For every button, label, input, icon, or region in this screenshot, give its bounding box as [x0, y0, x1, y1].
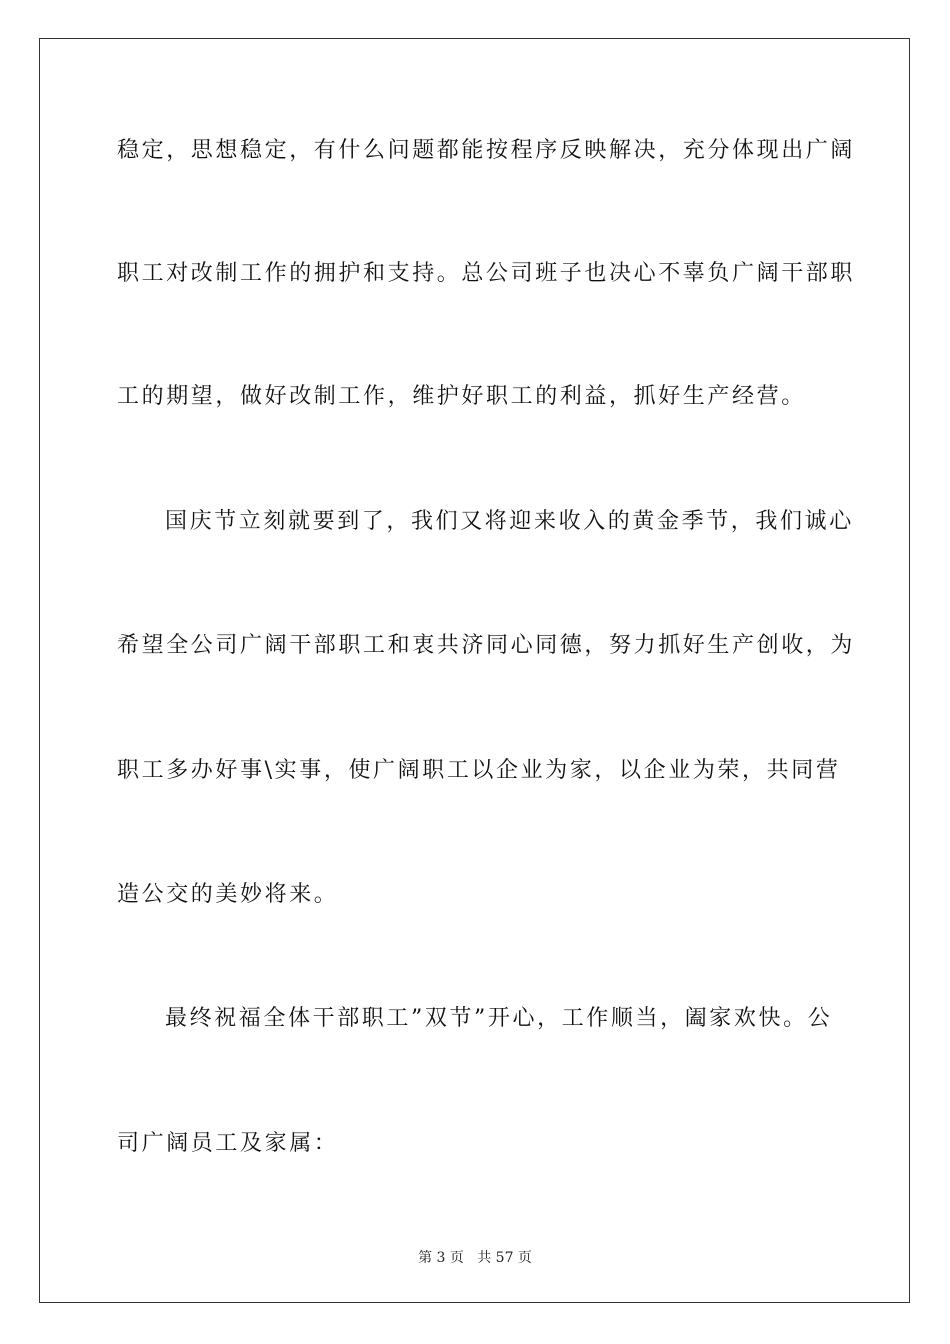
- text-line-2: 职工对改制工作的拥护和支持。总公司班子也决心不辜负广阔干部职: [117, 261, 856, 286]
- text-line-3: 工的期望，做好改制工作，维护好职工的利益，抓好生产经营。: [117, 384, 806, 409]
- page-border: [39, 38, 910, 1303]
- text-line-6: 职工多办好事\实事，使广阔职工以企业为家，以企业为荣，共同营: [117, 758, 841, 783]
- text-line-4: 国庆节立刻就要到了，我们又将迎来收入的黄金季节，我们诚心: [165, 509, 854, 534]
- text-line-5: 希望全公司广阔干部职工和衷共济同心同德，努力抓好生产创收，为: [117, 633, 856, 658]
- text-line-7: 造公交的美妙将来。: [117, 882, 339, 907]
- text-line-8: 最终祝福全体干部职工”双节”开心，工作顺当，阖家欢快。公: [165, 1006, 833, 1031]
- text-line-1: 稳定，思想稳定，有什么问题都能按程序反映解决，充分体现出广阔: [117, 138, 856, 163]
- page-number-footer: 第 3 页 共 57 页: [418, 1250, 532, 1266]
- text-line-9: 司广阔员工及家属：: [117, 1131, 339, 1156]
